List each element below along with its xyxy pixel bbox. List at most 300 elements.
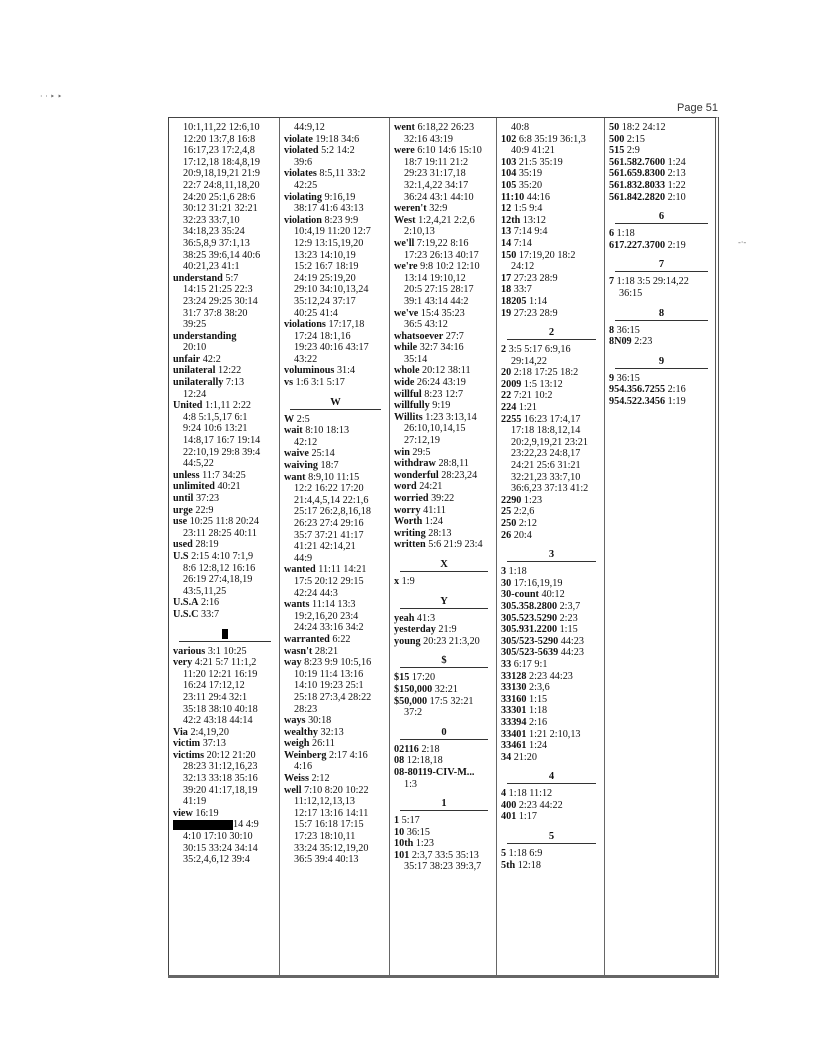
index-entry: 30 17:16,19,19: [501, 577, 563, 589]
index-entry: very 4:21 5:7 11:1,2 11:20 12:21 16:19 16:24 17:12,12 23:11 29:4 32:1 35:18 38:10 40:18 42:2 43:18 44:14: [173, 657, 277, 727]
index-ref-line: 36:24 43:1 44:10: [404, 191, 474, 203]
index-ref-line: 26:10,10,14,15: [404, 423, 466, 435]
index-ref-line: 13:23 14:10,19: [294, 249, 356, 261]
index-entry: wait 8:10 18:13 42:12: [284, 425, 387, 448]
index-term: 954.356.7255: [609, 384, 666, 396]
index-entry: young 20:23 21:3,20: [394, 635, 480, 647]
index-ref-line: 15:2 16:7 18:19: [294, 261, 359, 273]
index-term: 561.842.2820: [609, 191, 666, 203]
index-entry: 14 7:14: [501, 237, 532, 249]
index-entry: wealthy 32:13: [284, 726, 344, 738]
index-term: 400: [501, 799, 517, 811]
index-entry: U.S.C 33:7: [173, 608, 220, 620]
section-letter-heading: 6: [615, 211, 708, 224]
section-letter-heading: 9: [615, 356, 708, 369]
index-ref-line: 41:19: [183, 796, 207, 808]
index-entry: 6 1:18: [609, 228, 635, 240]
index-entry: 18 33:7: [501, 284, 532, 296]
index-entry: Willits 1:23 3:13,14 26:10,10,14,15 27:12,19: [394, 412, 494, 447]
index-ref-line: 26:23 27:4 29:16: [294, 518, 364, 529]
section-letter-heading: [179, 629, 271, 642]
index-ref-line: 30:12 31:21 32:21: [183, 203, 258, 215]
index-entry: want 8:9,10 11:15 12:2 16:22 17:20 21:4,4,5,14 22:1,6 25:17 26:2,8,16,18 26:23 27:4 29:16 35:7 37:21 41:17 41:21 42:14,21 44:9: [284, 472, 387, 565]
index-entry: 561.659.8300 2:13: [609, 168, 686, 180]
index-entry: unless 11:7 34:25: [173, 469, 246, 481]
index-entry: violates 8:5,11 33:2 42:25: [284, 168, 387, 191]
section-letter-heading: W: [290, 397, 381, 410]
index-term: 33128: [501, 670, 527, 682]
index-ref-line: 22:7 24:8,11,18,20: [183, 179, 260, 191]
index-term: $15: [394, 672, 410, 684]
index-ref-line: 39:6: [294, 156, 313, 168]
index-entry: 33130 2:3,6: [501, 682, 550, 694]
index-entry: use 10:25 11:8 20:24 23:11 28:25 40:11: [173, 516, 277, 539]
index-term: West: [394, 214, 416, 226]
index-entry: victims 20:12 21:20 28:23 31:12,16,23 32:13 33:18 35:16 39:20 41:17,18,19 41:19: [173, 750, 277, 808]
index-ref-line: 34:18,23 35:24: [183, 226, 245, 238]
index-term: young: [394, 635, 421, 647]
index-ref-line: 29:23 31:17,18: [404, 168, 466, 180]
index-term: weigh: [284, 738, 310, 750]
index-entry: 305.523.5290 2:23: [501, 612, 578, 624]
index-ref-line: 28:23 31:12,16,23: [183, 761, 258, 773]
index-entry: word 24:21: [394, 481, 443, 493]
index-term: 305.931.2200: [501, 624, 558, 636]
index-entry: 18205 1:14: [501, 295, 548, 307]
index-term: view: [173, 807, 193, 819]
index-term: 5: [501, 848, 507, 860]
index-term: 105: [501, 179, 517, 191]
index-term: unilaterally: [173, 377, 224, 389]
index-ref-line: 35:2,4,6,12 39:4: [183, 854, 250, 866]
index-ref-line: 1:3: [404, 778, 418, 790]
index-entry: 44:9,12: [294, 122, 325, 133]
index-ref-line: 29:10 34:10,13,24: [294, 284, 369, 296]
index-term: 12: [501, 203, 512, 215]
index-ref-line: 39:1 43:14 44:2: [404, 295, 469, 307]
index-entry: 12 1:5 9:4: [501, 203, 543, 215]
index-entry: 305/523-5639 44:23: [501, 647, 584, 659]
section-letter-heading: 5: [507, 831, 596, 844]
index-term: word: [394, 481, 417, 493]
index-ref-line: 25:17 26:2,8,16,18: [294, 506, 371, 518]
index-entry: 954.356.7255 2:16: [609, 384, 686, 396]
index-entry: 250 2:12: [501, 518, 537, 529]
index-entry: United 1:1,11 2:22 4:8 5:1,5,17 6:1 9:24 10:6 13:21 14:8,17 16:7 19:14 22:10,19 29:8 39:4 44:5,22: [173, 400, 277, 470]
section-letter-heading: 0: [400, 727, 488, 740]
index-ref-line: 19:2,16,20 23:4: [294, 610, 359, 622]
section-letter-heading: 2: [507, 327, 596, 340]
index-ref-line: 4:10 17:10 30:10: [183, 831, 253, 843]
index-entry: voluminous 31:4: [284, 365, 356, 377]
index-column: [497, 118, 605, 976]
index-term: went: [394, 122, 415, 133]
index-entry: 561.582.7600 1:24: [609, 156, 686, 168]
index-ref-line: 39:25: [183, 319, 207, 331]
index-ref-line: 35:7 37:21 41:17: [294, 529, 364, 541]
index-term: 4: [501, 788, 507, 800]
index-ref-line: 23:11 29:4 32:1: [183, 691, 248, 703]
index-term: understand: [173, 272, 223, 284]
index-term: various: [173, 645, 206, 657]
index-term: 401: [501, 811, 517, 823]
index-term: violations: [284, 319, 326, 331]
index-term: writing: [394, 527, 426, 539]
index-entry: waiving 18:7: [284, 460, 339, 472]
index-ref-line: 2:10,13: [404, 226, 435, 238]
index-column: [605, 118, 716, 976]
index-entry: 33 6:17 9:1: [501, 658, 548, 670]
index-entry: withdraw 28:8,11: [394, 458, 469, 470]
index-entry: weigh 26:11: [284, 738, 335, 750]
index-term: waiving: [284, 460, 318, 472]
index-entry: 2255 16:23 17:4,17 17:18 18:8,12,14 20:2,9,19,21 23:21 23:22,23 24:8,17 24:21 25:6 31:21 32:21,23 33:7,10 36:6,23 37:13 41:2: [501, 414, 602, 495]
index-ref-line: 43:5,11,25: [183, 585, 227, 597]
index-ref-line: 32:16 43:19: [404, 133, 453, 145]
index-entry: willful 8:23 12:7: [394, 388, 464, 400]
index-ref-line: 33:24 35:12,19,20: [294, 842, 369, 854]
index-entry: written 5:6 21:9 23:4: [394, 539, 483, 551]
index-entry: various 3:1 10:25: [173, 645, 247, 657]
index-entry: 22 7:21 10:2: [501, 390, 553, 402]
index-entry: 150 17:19,20 18:2 24:12: [501, 250, 602, 273]
index-entry: x 1:9: [394, 575, 415, 587]
index-term: 13: [501, 226, 512, 238]
index-term: violates: [284, 168, 317, 180]
index-ref-line: 35:14: [404, 353, 428, 365]
index-term: want: [284, 471, 306, 483]
index-term: $50,000: [394, 695, 428, 707]
index-entry: 617.227.3700 2:19: [609, 239, 686, 251]
index-term: 8N09: [609, 336, 632, 348]
index-entry: unfair 42:2: [173, 353, 221, 365]
index-term: 305/523-5290: [501, 635, 559, 647]
index-term: 103: [501, 156, 517, 168]
index-term: urge: [173, 504, 193, 516]
index-term: ways: [284, 715, 306, 727]
index-term: 30: [501, 577, 512, 589]
index-term: we're: [394, 261, 418, 273]
index-term: willful: [394, 388, 422, 400]
index-entry: urge 22:9: [173, 504, 214, 516]
index-entry: W 2:5: [284, 413, 310, 425]
index-ref-line: 35:17 38:23 39:3,7: [404, 861, 482, 873]
index-entry: 10 36:15: [394, 826, 430, 838]
index-entry: West 1:2,4,21 2:2,6 2:10,13: [394, 215, 494, 238]
index-entry: win 29:5: [394, 446, 431, 458]
index-entry: way 8:23 9:9 10:5,16 10:19 11:4 13:16 14:10 19:23 25:1 25:18 27:3,4 28:22 28:23: [284, 657, 387, 715]
index-term: 305/523-5639: [501, 647, 559, 659]
index-term: way: [284, 657, 302, 669]
index-entry: 515 2:9: [609, 145, 640, 157]
index-entry: Via 2:4,19,20: [173, 726, 229, 738]
index-ref-line: 10:4,19 11:20 12:7: [294, 226, 371, 238]
index-entry: $50,000 17:5 32:21 37:2: [394, 696, 494, 719]
index-ref-line: 24:12: [511, 261, 535, 273]
index-ref-line: 22:10,19 29:8 39:4: [183, 446, 261, 458]
index-term: $150,000: [394, 683, 433, 695]
index-entry: 33301 1:18: [501, 705, 548, 717]
index-ref-line: 36:5,8,9 37:1,13: [183, 237, 250, 249]
index-entry: we've 15:4 35:23 36:5 43:12: [394, 308, 494, 331]
index-entry: 104 35:19: [501, 168, 543, 180]
index-ref-line: 23:11 28:25 40:11: [183, 527, 257, 539]
index-term: wanted: [284, 564, 316, 576]
index-entry: well 7:10 8:20 10:22 11:12,12,13,13 12:17 13:16 14:11 15:7 16:18 17:15 17:23 18:10,11 33:24 35:12,19,20 36:5 39:4 40:13: [284, 785, 387, 866]
index-entry: 40:8: [511, 122, 530, 133]
index-term: 50: [609, 122, 620, 133]
index-term: Weiss: [284, 773, 309, 785]
index-entry: 33394 2:16: [501, 716, 548, 728]
index-ref-line: 42:25: [294, 179, 318, 191]
index-term: unlimited: [173, 481, 215, 493]
index-entry: 561.832.8033 1:22: [609, 179, 686, 191]
index-entry: 3 1:18: [501, 566, 527, 578]
index-entry: 561.842.2820 2:10: [609, 191, 686, 203]
index-ref-line: 15:7 16:18 17:15: [294, 819, 364, 831]
index-entry: unilateral 12:22: [173, 365, 242, 377]
index-term: withdraw: [394, 458, 436, 470]
index-entry: 14 4:9 4:10 17:10 30:10 30:15 33:24 34:14 35:2,4,6,12 39:4: [173, 819, 277, 865]
index-ref-line: 14:8,17 16:7 19:14: [183, 435, 261, 447]
index-entry: wants 11:14 13:3 19:2,16,20 23:4 24:24 33:16 34:2: [284, 599, 387, 634]
index-entry: wonderful 28:23,24: [394, 469, 478, 481]
index-ref-line: 40:21,23 41:1: [183, 261, 240, 273]
index-entry: Worth 1:24: [394, 516, 443, 528]
index-term: victims: [173, 749, 205, 761]
index-term: 250: [501, 518, 517, 529]
index-ref-line: 4:8 5:1,5,17 6:1: [183, 411, 248, 423]
section-letter-heading: $: [400, 655, 488, 668]
index-entry: we'll 7:19,22 8:16 17:23 26:13 40:17: [394, 238, 494, 261]
redaction-bar: [222, 629, 228, 639]
index-ref-line: 30:15 33:24 34:14: [183, 842, 258, 854]
index-entry: weren't 32:9: [394, 203, 448, 215]
index-ref-line: 40:9 41:21: [511, 145, 555, 157]
index-entry: 26 20:4: [501, 529, 532, 541]
index-ref-line: 17:5 20:12 29:15: [294, 575, 364, 587]
index-ref-line: 17:23 18:10,11: [294, 831, 356, 843]
index-term: U.S.C: [173, 608, 199, 620]
index-term: understanding: [173, 330, 237, 342]
index-term: 33461: [501, 740, 527, 752]
index-ref-line: 32:23 33:7,10: [183, 214, 240, 226]
index-entry: 20 2:18 17:25 18:2: [501, 367, 579, 379]
index-ref-line: 13:14 19:10,12: [404, 272, 466, 284]
index-term: use: [173, 516, 188, 528]
index-ref-line: 19:23 40:16 43:17: [294, 342, 369, 354]
index-ref-line: 12:20 13:7,8 16:8: [183, 133, 256, 145]
index-ref-line: 23:22,23 24:8,17: [511, 448, 581, 460]
index-ref-line: 11:20 12:21 16:19: [183, 668, 258, 680]
index-entry: 8 36:15: [609, 324, 640, 336]
index-term: 104: [501, 168, 517, 180]
index-term: 305.358.2800: [501, 600, 558, 612]
index-entry: 305.931.2200 1:15: [501, 624, 578, 636]
index-term: 20: [501, 367, 512, 379]
index-term: violate: [284, 133, 313, 145]
index-term: U.S.A: [173, 597, 199, 609]
index-entry: 30-count 40:12: [501, 589, 565, 601]
index-term: very: [173, 657, 193, 669]
index-term: warranted: [284, 633, 330, 645]
index-ref-line: 42:24 44:3: [294, 587, 338, 599]
index-ref-line: 20:2,9,19,21 23:21: [511, 436, 588, 448]
index-term: 26: [501, 529, 512, 541]
index-entry: violated 5:2 14:2 39:6: [284, 145, 387, 168]
index-term: whole: [394, 365, 420, 377]
index-entry: yeah 41:3: [394, 612, 436, 624]
section-letter-heading: 3: [507, 549, 596, 562]
redaction-bar: [173, 820, 233, 830]
index-ref-line: 39:20 41:17,18,19: [183, 784, 258, 796]
index-ref-line: 17:18 18:8,12,14: [511, 425, 581, 437]
index-entry: 34 21:20: [501, 751, 537, 763]
index-ref-line: 28:23: [294, 703, 318, 715]
index-ref-line: 32:13 33:18 35:16: [183, 773, 258, 785]
index-term: 34: [501, 751, 512, 763]
index-entry: 9 36:15: [609, 372, 640, 384]
index-term: 617.227.3700: [609, 239, 666, 251]
index-term: 18: [501, 284, 512, 296]
index-ref-line: 36:5 39:4 40:13: [294, 854, 359, 866]
index-term: 08: [394, 755, 405, 767]
index-term: 500: [609, 133, 625, 145]
index-term: 33130: [501, 682, 527, 694]
index-entry: 50 18:2 24:12: [609, 122, 666, 133]
index-entry: wide 26:24 43:19: [394, 377, 466, 389]
index-term: 561.832.8033: [609, 179, 666, 191]
index-ref-line: 36:6,23 37:13 41:2: [511, 483, 589, 495]
index-term: unless: [173, 469, 200, 481]
index-entry: [173, 331, 277, 354]
index-ref-line: 12:9 13:15,19,20: [294, 237, 364, 249]
index-term: 1: [394, 815, 400, 827]
index-entry: 1 5:17: [394, 815, 420, 827]
index-entry: 08 12:18,18: [394, 755, 443, 767]
index-entry: view 16:19: [173, 807, 219, 819]
index-term: were: [394, 145, 415, 157]
index-ref-line: 18:7 19:11 21:2: [404, 156, 469, 168]
index-entry: $15 17:20: [394, 672, 436, 684]
index-ref-line: 26:19 27:4,18,19: [183, 574, 253, 586]
index-ref-line: 35:18 38:10 40:18: [183, 703, 258, 715]
index-entry: 33128 2:23 44:23: [501, 670, 573, 682]
index-entry: vs 1:6 3:1 5:17: [284, 377, 345, 389]
index-ref-line: 44:5,22: [183, 458, 214, 470]
index-column: [390, 118, 497, 976]
index-entry: [394, 767, 494, 790]
index-term: 11:10: [501, 191, 525, 203]
index-ref-line: 37:2: [404, 707, 423, 719]
scan-artifact: · · ‣ ‣: [40, 92, 63, 101]
index-term: 08-80119-CIV-M...: [394, 766, 475, 778]
index-ref-line: 20:5 27:15 28:17: [404, 284, 474, 296]
index-term: 5th: [501, 859, 516, 871]
section-letter-heading: 1: [400, 798, 488, 811]
index-term: Worth: [394, 516, 423, 528]
index-ref-line: 12:24: [183, 388, 207, 400]
index-ref-line: 36:5 43:12: [404, 319, 448, 331]
index-ref-line: 38:25 39:6,14 40:6: [183, 249, 261, 261]
index-entry: 8N09 2:23: [609, 336, 653, 348]
index-ref-line: 32:1,4,22 34:17: [404, 179, 469, 191]
index-entry: writing 28:13: [394, 527, 452, 539]
index-ref-line: 12:2 16:22 17:20: [294, 483, 364, 495]
index-entry: wasn't 28:21: [284, 645, 339, 657]
index-ref-line: 21:4,4,5,14 22:1,6: [294, 494, 369, 506]
index-term: willfully: [394, 400, 430, 412]
index-entry: 33401 1:21 2:10,13: [501, 728, 581, 740]
index-entry: yesterday 21:9: [394, 624, 457, 636]
index-entry: warranted 6:22: [284, 633, 351, 645]
index-entry: 954.522.3456 1:19: [609, 395, 686, 407]
index-term: Weinberg: [284, 749, 327, 761]
index-term: 17: [501, 272, 512, 284]
index-entry: 101 2:3,7 33:5 35:13 35:17 38:23 39:3,7: [394, 850, 494, 873]
index-term: unfair: [173, 353, 201, 365]
index-term: 7: [609, 276, 615, 288]
index-ref-line: 27:12,19: [404, 435, 440, 447]
index-term: x: [394, 575, 400, 587]
index-ref-line: 43:22: [294, 353, 318, 365]
section-letter-heading: Y: [400, 596, 488, 609]
index-term: 33: [501, 658, 512, 670]
index-entry: U.S.A 2:16: [173, 597, 220, 609]
index-term: 14: [501, 237, 512, 249]
index-term: United: [173, 400, 203, 412]
index-term: 150: [501, 249, 517, 261]
index-entry: 7 1:18 3:5 29:14,22 36:15: [609, 276, 714, 299]
index-entry: 25 2:2,6: [501, 506, 535, 518]
scan-artifact: -·-: [738, 238, 747, 247]
index-entry: 33160 1:15: [501, 693, 548, 705]
index-term: U.S: [173, 550, 189, 562]
index-term: 30-count: [501, 589, 539, 601]
index-term: 10: [394, 826, 405, 838]
index-ref-line: 17:23 26:13 40:17: [404, 249, 479, 261]
index-entry: 103 21:5 35:19: [501, 156, 563, 168]
index-ref-line: 25:18 27:3,4 28:22: [294, 691, 372, 703]
index-term: worried: [394, 493, 429, 504]
index-entry: whatsoever 27:7: [394, 330, 464, 342]
index-ref-line: 24:19 25:19,20: [294, 272, 356, 284]
index-term: yesterday: [394, 624, 436, 636]
index-ref-line: 10:19 11:4 13:16: [294, 668, 364, 680]
index-entry: 2 3:5 5:17 6:9,16 29:14,22: [501, 344, 602, 367]
index-term: 102: [501, 133, 517, 145]
index-entry: 19 27:23 28:9: [501, 307, 558, 319]
index-term: 02116: [394, 743, 419, 755]
index-ref-line: 41:21 42:14,21: [294, 541, 356, 553]
index-term: 33160: [501, 693, 527, 705]
index-entry: violating 9:16,19 38:17 41:6 43:13: [284, 192, 387, 215]
index-entry: 4 1:18 11:12: [501, 788, 553, 800]
index-ref-line: 31:7 37:8 38:20: [183, 307, 248, 319]
index-term: waive: [284, 448, 309, 460]
index-entry: waive 25:14: [284, 448, 335, 460]
index-ref-line: 20:9,18,19,21 21:9: [183, 168, 260, 180]
index-term: wonderful: [394, 469, 439, 481]
index-entry: 12th 13:12: [501, 214, 547, 226]
index-ref-line: 42:12: [294, 436, 318, 448]
index-term: 561.659.8300: [609, 168, 666, 180]
page-number: Page 51: [677, 102, 718, 114]
index-entry: 10:1,11,22 12:6,10 12:20 13:7,8 16:8 16:17,23 17:2,4,8 17:12,18 18:4,8,19 20:9,18,19,21 21:9 22:7 24:8,11,18,20 24:20 25:1,6 28:6 30:12 31:21 32:21 32:23 33:7,10 34:18,23 35:24 36:5,8,9 37:1,13 38:25 39:6,14 40:6 40:21,23 41:1: [173, 122, 277, 273]
index-term: wealthy: [284, 726, 318, 738]
index-term: wide: [394, 377, 415, 389]
index-ref-line: 36:15: [619, 287, 643, 299]
